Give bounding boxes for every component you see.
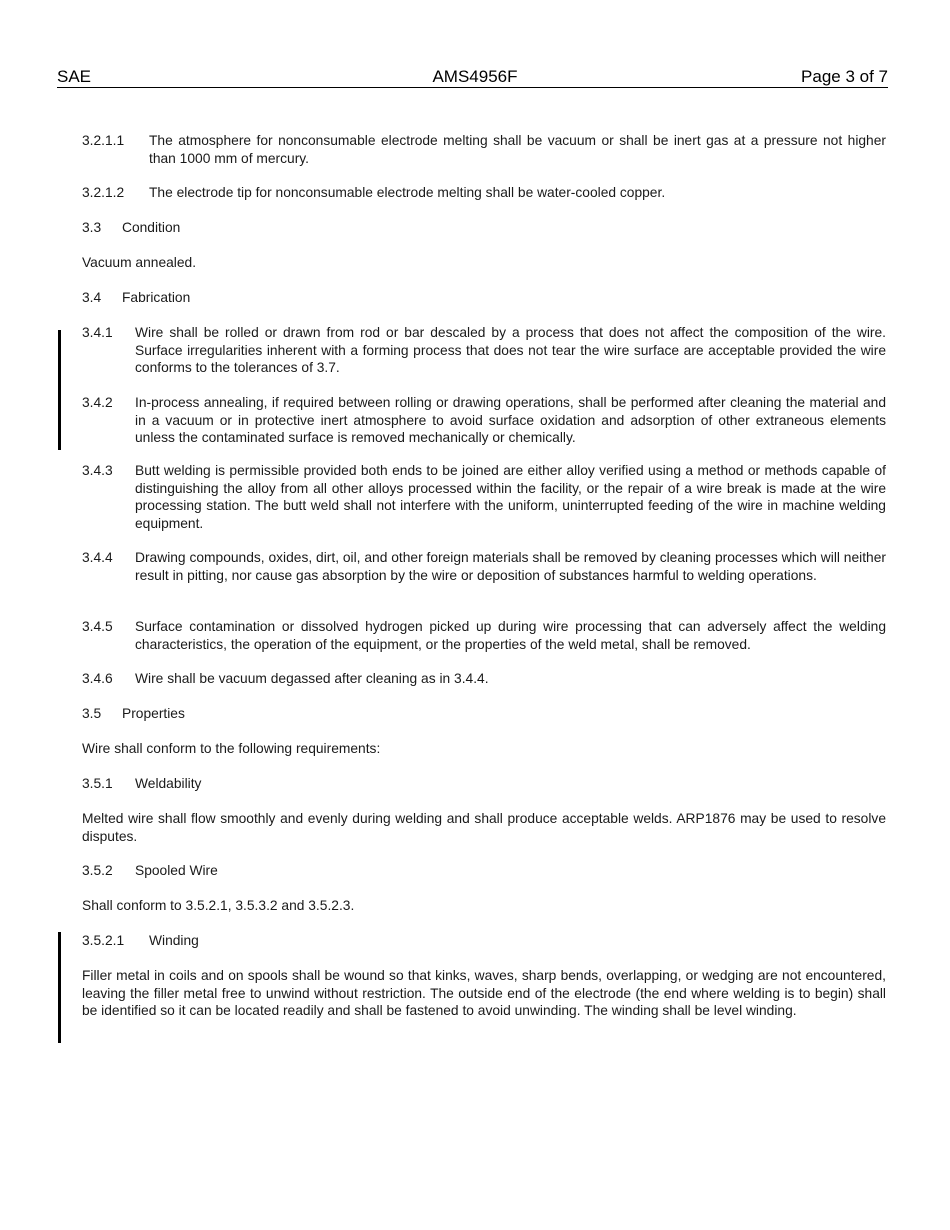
section-number: 3.2.1.1: [82, 133, 125, 148]
paragraph-text: Butt welding is permissible provided both ends to be joined are either alloy verified using a method or methods capable of distinguishing the alloy from all other alloys processed within the facility, or the repair of a wire break is made at the wire processing station. The butt weld shall not interfere with the uniform, uninterrupted feeding of the wire in machine welding equipment.: [135, 463, 886, 531]
paragraph-text: Vacuum annealed.: [82, 255, 197, 270]
paragraph-text: Filler metal in coils and on spools shall be wound so that kinks, waves, sharp bends, overlapping, or wedging are not encountered, leaving the filler metal free to unwind without restriction. The outside end of the electrode (the end where welding is to begin) shall be identified so it can be located readily and shall be fastened to avoid unwinding. The winding shall be level winding.: [82, 968, 886, 1018]
paragraph-text: The atmosphere for nonconsumable electrode melting shall be vacuum or shall be inert gas at a pressure not higher than 1000 mm of mercury.: [149, 133, 886, 166]
section-number: 3.4: [82, 290, 102, 305]
paragraph-text: Surface contamination or dissolved hydrogen picked up during wire processing that can adversely affect the welding characteristics, the operation of the equipment, or the properties of the weld metal, shall be removed.: [135, 619, 886, 652]
paragraph-text: The electrode tip for nonconsumable electrode melting shall be water-cooled copper.: [149, 185, 666, 200]
section-number: 3.4.3: [82, 463, 113, 478]
section-number: 3.5.1: [82, 776, 113, 791]
paragraph-text: In-process annealing, if required between rolling or drawing operations, shall be performed after cleaning the material and in a vacuum or in protective inert atmosphere to avoid surface oxidation and adsorption of other extraneous elements unless the contaminated surface is removed mechanically or chemically.: [135, 395, 886, 445]
header-doc-source: SAE: [57, 67, 92, 86]
section-title: Winding: [149, 933, 199, 948]
section-title: Properties: [122, 706, 185, 721]
section-number: 3.5: [82, 706, 102, 721]
section-number: 3.5.2.1: [82, 933, 125, 948]
section-number: 3.4.2: [82, 395, 113, 410]
header-doc-number: AMS4956F: [432, 67, 518, 86]
section-title: Fabrication: [122, 290, 191, 305]
header-page-number: Page 3 of 7: [801, 67, 888, 86]
section-title: Condition: [122, 220, 181, 235]
paragraph-text: Wire shall be rolled or drawn from rod or bar descaled by a process that does not affect the composition of the wire. Surface irregularities inherent with a forming process that does not tear the wire surface are acceptable provided the wire conforms to the tolerances of 3.7.: [135, 325, 886, 375]
paragraph-text: Drawing compounds, oxides, dirt, oil, and other foreign materials shall be removed by cleaning processes which will neither result in pitting, nor cause gas absorption by the wire or deposition of substances harmful to welding operations.: [135, 550, 886, 583]
section-title: Spooled Wire: [135, 863, 218, 878]
section-title: Weldability: [135, 776, 202, 791]
paragraph-text: Melted wire shall flow smoothly and evenly during welding and shall produce acceptable welds. ARP1876 may be used to resolve disputes.: [82, 811, 886, 844]
paragraph-text: Wire shall be vacuum degassed after cleaning as in 3.4.4.: [135, 671, 489, 686]
paragraph-text: Shall conform to 3.5.2.1, 3.5.3.2 and 3.5.2.3.: [82, 898, 355, 913]
revision-bar: [58, 932, 61, 1043]
section-number: 3.4.6: [82, 671, 113, 686]
header-rule: [57, 87, 888, 88]
section-number: 3.4.1: [82, 325, 113, 340]
section-number: 3.2.1.2: [82, 185, 125, 200]
section-number: 3.4.5: [82, 619, 113, 634]
section-number: 3.4.4: [82, 550, 113, 565]
section-number: 3.5.2: [82, 863, 113, 878]
section-number: 3.3: [82, 220, 102, 235]
paragraph-text: Wire shall conform to the following requirements:: [82, 741, 381, 756]
revision-bar: [58, 330, 61, 450]
